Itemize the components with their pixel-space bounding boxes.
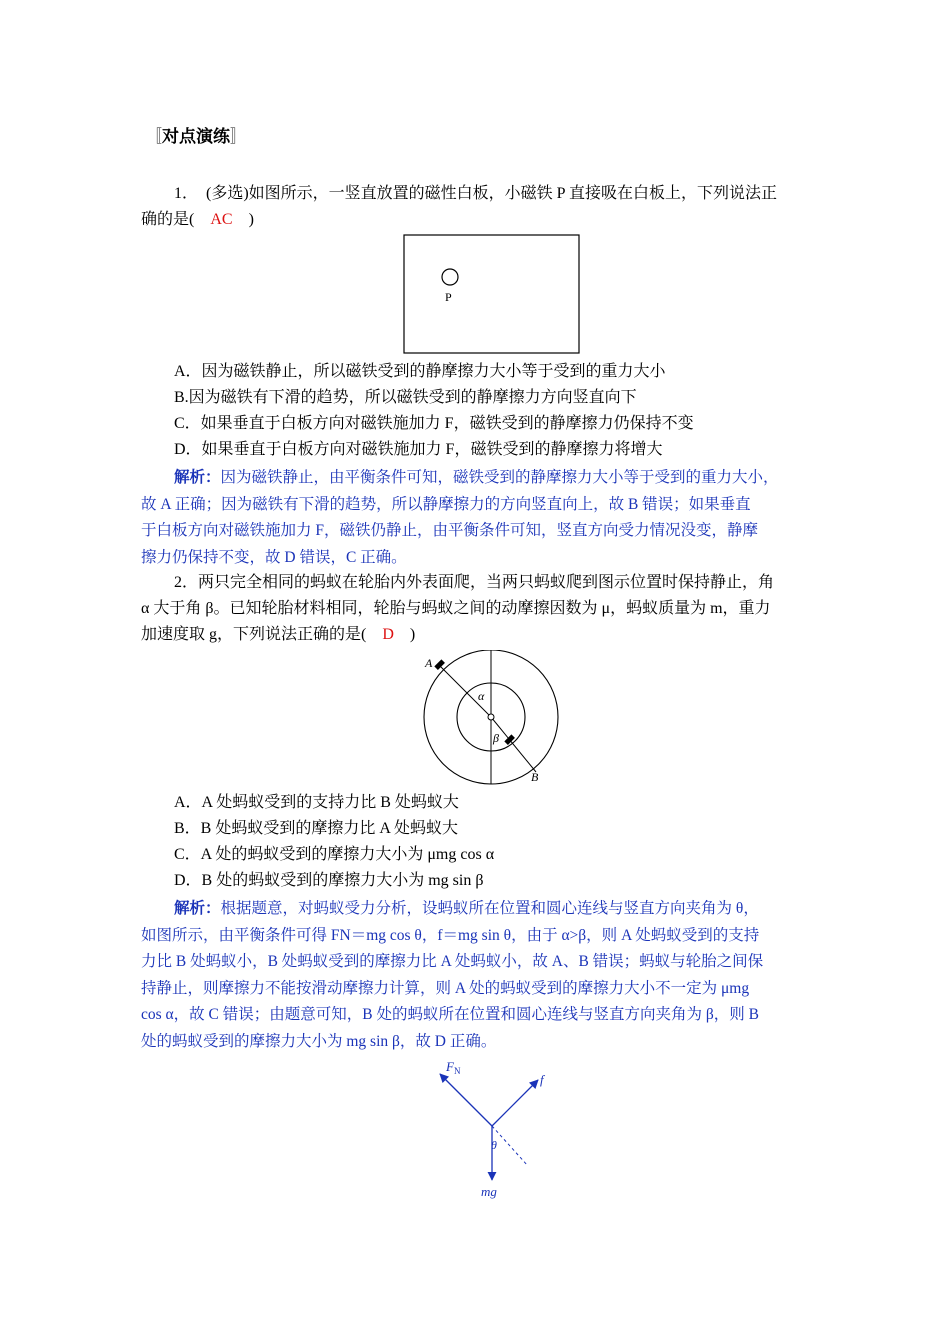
q2-option-a: A．A 处蚂蚁受到的支持力比 B 处蚂蚁大 [174, 794, 459, 811]
q2-option-d: D．B 处的蚂蚁受到的摩擦力大小为 mg sin β [174, 872, 484, 889]
q2-analysis-line1 [141, 896, 811, 923]
q2-analysis-line2: 如图所示，由平衡条件可得 FN＝mg cos θ，f＝mg sin θ，由于 α>β，则 A 处蚂蚁受到的支持 [141, 926, 760, 944]
q2-stem-line2: α 大于角 β。已知轮胎材料相同，轮胎与蚂蚁之间的动摩擦因数为 μ，蚂蚁质量为 m，重力 [141, 600, 771, 617]
q1-option-b: B.因为磁铁有下滑的趋势，所以磁铁受到的静摩擦力方向竖直向下 [174, 389, 637, 406]
section-heading [141, 122, 251, 147]
fn-label: $F_N$ [446, 1059, 461, 1076]
q1-option-c: C．如果垂直于白板方向对磁铁施加力 F，磁铁受到的静摩擦力仍保持不变 [174, 415, 694, 432]
magnet-circle [442, 269, 458, 285]
right-bracket-icon: 〛 [230, 127, 247, 147]
q1-analysis-line4: 擦力仍保持不变，故 D 错误，C 正确。 [141, 548, 407, 566]
q1-analysis-label: 解析： [174, 469, 221, 486]
q2-stem-prefix: 加速度取 g，下列说法正确的是( [141, 626, 383, 643]
q1-whiteboard-figure [402, 233, 582, 355]
q2-answer: D [382, 626, 394, 643]
mg-label: mg [481, 1184, 497, 1199]
whiteboard-rect [404, 235, 579, 353]
left-bracket-icon: 〚 [145, 127, 162, 147]
beta-label: β [493, 731, 499, 745]
q1-stem-suffix: ) [232, 211, 254, 228]
q2-option-c: C．A 处的蚂蚁受到的摩擦力大小为 μmg cos α [174, 846, 495, 863]
q1-stem-line1: 1． (多选)如图所示，一竖直放置的磁性白板，小磁铁 P 直接吸在白板上，下列说法正 [174, 185, 777, 202]
q2-stem-suffix: ) [393, 626, 416, 643]
f-label: f [540, 1072, 544, 1087]
ant-a-icon [434, 659, 445, 670]
q2-analysis-label: 解析： [174, 900, 221, 917]
alpha-label: α [478, 689, 485, 703]
q2-tire-figure [418, 650, 568, 790]
radius-dashed-line [492, 1126, 528, 1166]
q1-analysis-line1 [141, 465, 811, 492]
magnet-label: P [445, 290, 452, 304]
q1-analysis-line3: 于白板方向对磁铁施加力 F，磁铁仍静止，由平衡条件可知，竖直方向受力情况没变，静摩 [141, 522, 758, 539]
friction-force-arrow [492, 1080, 538, 1126]
q2-stem-line1: 2．两只完全相同的蚂蚁在轮胎内外表面爬，当两只蚂蚁爬到图示位置时保持静止，角 [174, 574, 775, 591]
center-point [488, 714, 494, 720]
q2-analysis-line3: 力比 B 处蚂蚁小，B 处蚂蚁受到的摩擦力比 A 处蚂蚁小，故 A、B 错误；蚂蚁与轮胎之间保 [141, 953, 764, 970]
q2-stem-line3 [141, 622, 415, 648]
q2-analysis-line4: 持静止，则摩擦力不能按滑动摩擦力计算，则 A 处的蚂蚁受到的摩擦力大小不一定为 μmg [141, 979, 750, 997]
ant-b-label: B [531, 770, 539, 784]
q2-option-b: B．B 处蚂蚁受到的摩擦力比 A 处蚂蚁大 [174, 820, 459, 837]
q1-option-d: D．如果垂直于白板方向对磁铁施加力 F，磁铁受到的静摩擦力将增大 [174, 441, 663, 458]
q2-force-diagram [430, 1058, 560, 1203]
q2-analysis [141, 896, 811, 1055]
q1-analysis-line2: 故 A 正确；因为磁铁有下滑的趋势，所以静摩擦力的方向竖直向上，故 B 错误；如果垂直 [141, 495, 751, 513]
q1-analysis [141, 465, 811, 571]
theta-label: θ [491, 1138, 497, 1152]
normal-force-arrow [440, 1074, 492, 1126]
ant-a-label: A [425, 656, 433, 670]
q2-analysis-line5: cos α，故 C 错误；由题意可知，B 处的蚂蚁所在位置和圆心连线与竖直方向夹角为 β，则 B [141, 1006, 759, 1023]
q1-option-a: A．因为磁铁静止，所以磁铁受到的静摩擦力大小等于受到的重力大小 [174, 363, 666, 380]
section-title: 对点演练 [162, 127, 230, 147]
q2-analysis-text1: 根据题意，对蚂蚁受力分析，设蚂蚁所在位置和圆心连线与竖直方向夹角为 θ， [220, 900, 759, 917]
q1-stem-prefix: 确的是( [141, 211, 211, 228]
q1-answer: AC [210, 211, 233, 228]
q1-stem-line2 [141, 207, 254, 233]
q2-analysis-line6: 处的蚂蚁受到的摩擦力大小为 mg sin β，故 D 正确。 [141, 1032, 497, 1050]
q1-analysis-text1: 因为磁铁静止，由平衡条件可知，磁铁受到的静摩擦力大小等于受到的重力大小， [220, 469, 779, 486]
